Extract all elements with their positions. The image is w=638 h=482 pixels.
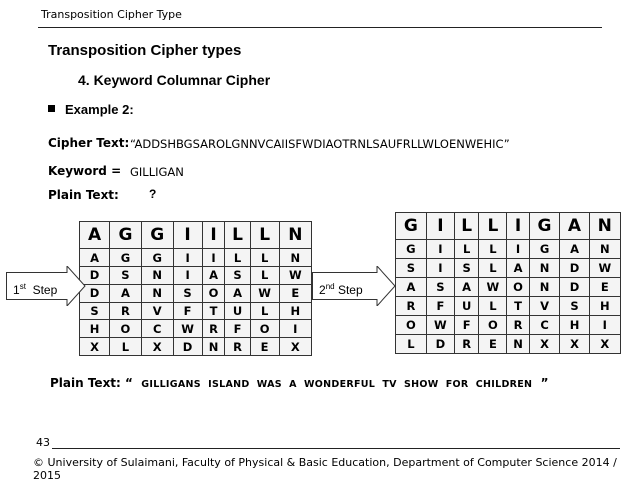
header-cell: G (529, 213, 560, 240)
cipher-text-label: Cipher Text: (48, 136, 130, 150)
letter-cell: H (80, 320, 110, 338)
letter-cell: L (250, 267, 279, 285)
letter-cell: R (507, 316, 529, 335)
letter-cell: I (426, 259, 454, 278)
letter-cell: V (529, 297, 560, 316)
letter-cell: I (173, 267, 202, 285)
letter-cell: F (225, 320, 250, 338)
letter-cell: A (202, 267, 225, 285)
step2-arrow (312, 272, 392, 302)
header-cell: I (507, 213, 529, 240)
header-cell: N (589, 213, 620, 240)
letter-cell: S (80, 302, 110, 320)
letter-cell: E (589, 278, 620, 297)
letter-cell: H (589, 297, 620, 316)
letter-cell: N (141, 267, 173, 285)
letter-cell: R (202, 320, 225, 338)
letter-cell: W (250, 284, 279, 302)
letter-cell: L (110, 338, 142, 356)
header-title: Transposition Cipher Type (41, 8, 182, 21)
letter-cell: X (80, 338, 110, 356)
letter-cell: S (560, 297, 589, 316)
letter-cell: W (279, 267, 311, 285)
letter-cell: I (426, 240, 454, 259)
letter-cell: A (454, 278, 478, 297)
footer-text: © University of Sulaimani, Faculty of Physical & Basic Education, Department of Computer Science 2014 / 2015 (33, 456, 617, 482)
header-cell: I (202, 222, 225, 249)
header-cell: A (80, 222, 110, 249)
letter-cell: A (225, 284, 250, 302)
letter-cell: H (560, 316, 589, 335)
letter-cell: D (426, 335, 454, 354)
letter-cell: D (173, 338, 202, 356)
step2-label: 2nd Step (312, 272, 378, 300)
letter-cell: X (279, 338, 311, 356)
example-bullet (48, 102, 134, 117)
letter-cell: O (250, 320, 279, 338)
arrow-head-icon (66, 266, 86, 306)
page-number: 43 (36, 436, 50, 449)
keyword-header-row (396, 213, 621, 240)
letter-cell: S (396, 259, 427, 278)
letter-cell: L (250, 302, 279, 320)
letter-cell: L (250, 249, 279, 267)
letter-cell: L (479, 259, 507, 278)
table-row (80, 284, 312, 302)
plain-text-unknown: ? (149, 187, 157, 201)
letter-cell: R (454, 335, 478, 354)
letter-cell: X (589, 335, 620, 354)
step1-grid (79, 221, 312, 356)
letter-cell: A (110, 284, 142, 302)
letter-cell: A (80, 249, 110, 267)
letter-cell: N (279, 249, 311, 267)
letter-cell: O (110, 320, 142, 338)
table-row (396, 240, 621, 259)
letter-cell: U (225, 302, 250, 320)
letter-cell: F (426, 297, 454, 316)
letter-cell: N (529, 259, 560, 278)
arrow-head-icon (376, 266, 396, 306)
cipher-text-value: “ADDSHBGSAROLGNNVCAIISFWDIAOTRNLSAUFRLLWLOENWEHIC” (130, 137, 510, 151)
header-cell: L (250, 222, 279, 249)
plain-text-answer-value: GILLIGANS ISLAND WAS A WONDERFUL TV SHOW FOR CHILDREN (141, 379, 533, 390)
table-row (80, 267, 312, 285)
letter-cell: W (589, 259, 620, 278)
letter-cell: N (141, 284, 173, 302)
plain-text-answer: Plain Text: “ GILLIGANS ISLAND WAS A WONDERFUL TV SHOW FOR CHILDREN ” (50, 376, 549, 390)
keyword-label: Keyword = (48, 164, 122, 178)
keyword-header-row (80, 222, 312, 249)
table-row (80, 249, 312, 267)
letter-cell: S (173, 284, 202, 302)
letter-cell: X (560, 335, 589, 354)
letter-cell: N (529, 278, 560, 297)
step2-grid (395, 212, 621, 354)
letter-cell: X (141, 338, 173, 356)
letter-cell: A (560, 240, 589, 259)
letter-cell: D (80, 284, 110, 302)
letter-cell: U (454, 297, 478, 316)
letter-cell: F (454, 316, 478, 335)
letter-cell: L (454, 240, 478, 259)
step1-arrow (6, 272, 80, 302)
letter-cell: W (173, 320, 202, 338)
slide-title: Transposition Cipher types (48, 42, 242, 59)
letter-cell: N (507, 335, 529, 354)
header-cell: L (479, 213, 507, 240)
slide-subtitle: 4. Keyword Columnar Cipher (78, 72, 271, 88)
keyword-value: GILLIGAN (130, 165, 184, 179)
letter-cell: T (202, 302, 225, 320)
letter-cell: G (396, 240, 427, 259)
table-row (396, 316, 621, 335)
letter-cell: O (202, 284, 225, 302)
table-row (396, 335, 621, 354)
header-cell: L (225, 222, 250, 249)
letter-cell: S (110, 267, 142, 285)
letter-cell: X (529, 335, 560, 354)
letter-cell: I (279, 320, 311, 338)
letter-cell: C (529, 316, 560, 335)
header-cell: N (279, 222, 311, 249)
header-cell: G (396, 213, 427, 240)
letter-cell: L (479, 297, 507, 316)
letter-cell: D (560, 259, 589, 278)
letter-cell: I (202, 249, 225, 267)
footer-divider (52, 448, 620, 449)
letter-cell: C (141, 320, 173, 338)
letter-cell: N (589, 240, 620, 259)
table-row (396, 278, 621, 297)
letter-cell: G (110, 249, 142, 267)
header-cell: L (454, 213, 478, 240)
letter-cell: S (454, 259, 478, 278)
header-cell: I (426, 213, 454, 240)
letter-cell: O (396, 316, 427, 335)
table-row (80, 338, 312, 356)
header-divider (38, 27, 602, 28)
letter-cell: I (173, 249, 202, 267)
letter-cell: D (80, 267, 110, 285)
letter-cell: G (529, 240, 560, 259)
letter-cell: O (479, 316, 507, 335)
letter-cell: N (202, 338, 225, 356)
letter-cell: G (141, 249, 173, 267)
letter-cell: T (507, 297, 529, 316)
letter-cell: L (225, 249, 250, 267)
letter-cell: S (426, 278, 454, 297)
letter-cell: W (426, 316, 454, 335)
letter-cell: R (225, 338, 250, 356)
step1-label: 1st Step (6, 272, 68, 300)
letter-cell: D (560, 278, 589, 297)
letter-cell: S (225, 267, 250, 285)
table-row (396, 297, 621, 316)
letter-cell: H (279, 302, 311, 320)
letter-cell: E (479, 335, 507, 354)
bullet-square-icon (48, 105, 55, 112)
plain-text-label: Plain Text: (48, 188, 119, 202)
letter-cell: I (589, 316, 620, 335)
letter-cell: L (396, 335, 427, 354)
header-cell: G (110, 222, 142, 249)
letter-cell: V (141, 302, 173, 320)
letter-cell: E (279, 284, 311, 302)
letter-cell: F (173, 302, 202, 320)
header-cell: G (141, 222, 173, 249)
letter-cell: E (250, 338, 279, 356)
table-row (396, 259, 621, 278)
letter-cell: I (507, 240, 529, 259)
letter-cell: L (479, 240, 507, 259)
header-cell: A (560, 213, 589, 240)
table-row (80, 320, 312, 338)
letter-cell: O (507, 278, 529, 297)
letter-cell: A (507, 259, 529, 278)
header-cell: I (173, 222, 202, 249)
letter-cell: R (396, 297, 427, 316)
letter-cell: R (110, 302, 142, 320)
letter-cell: W (479, 278, 507, 297)
table-row (80, 302, 312, 320)
example-label: Example 2: (65, 102, 134, 117)
letter-cell: A (396, 278, 427, 297)
